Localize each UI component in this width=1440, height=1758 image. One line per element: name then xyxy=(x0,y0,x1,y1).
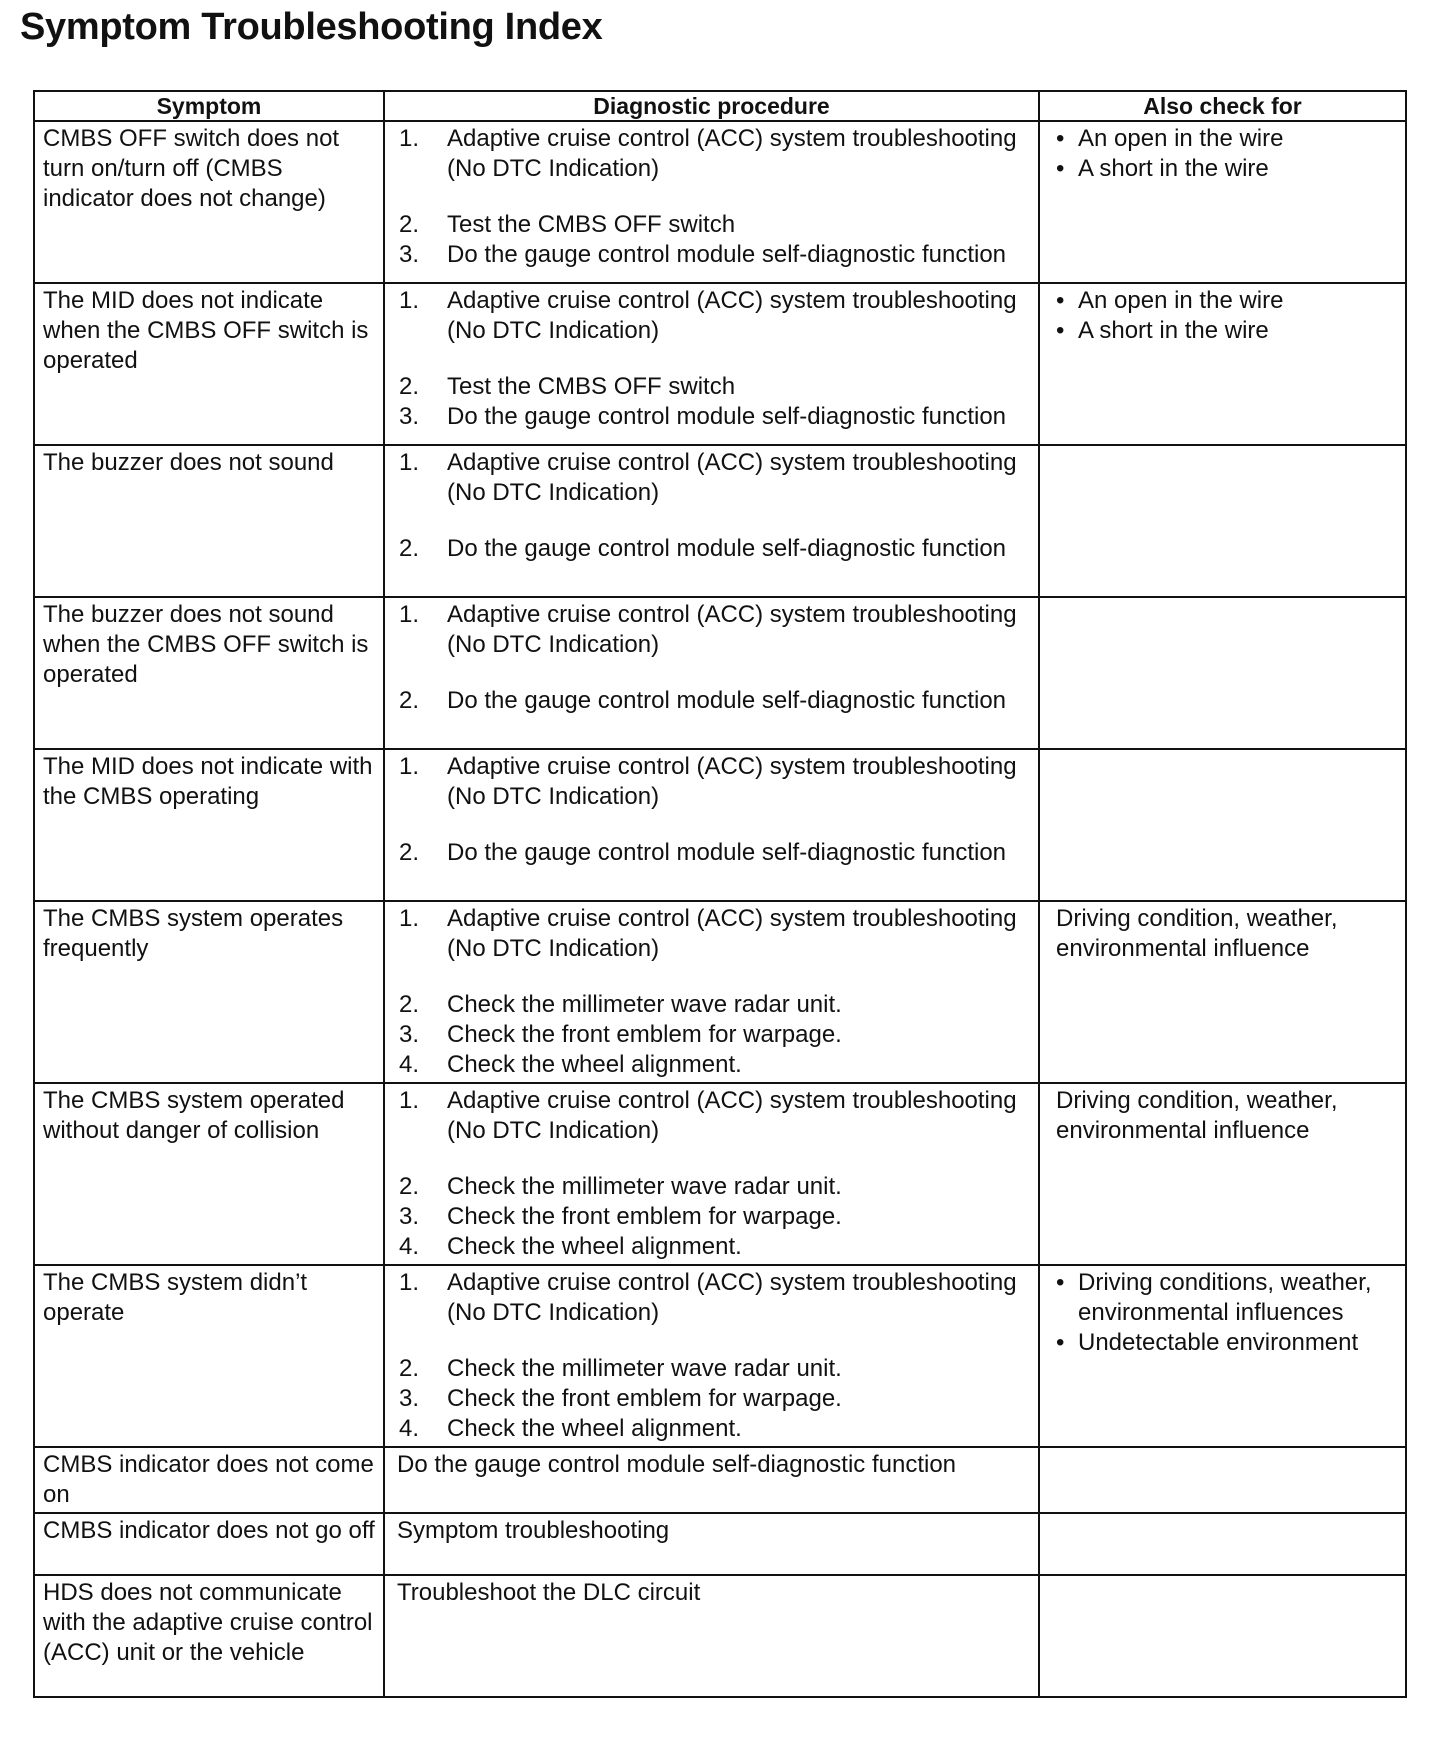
also-check-text: Driving condition, weather, environmental influence xyxy=(1056,1087,1338,1144)
table-row xyxy=(34,749,1406,901)
table-row xyxy=(34,283,1406,445)
table-row xyxy=(34,1447,1406,1513)
symptom-cell: The CMBS system operated without danger of collision xyxy=(34,1083,384,1265)
procedure-cell xyxy=(384,749,1039,901)
procedure-text: Symptom troubleshooting xyxy=(397,1517,670,1544)
step-text: Do the gauge control module self-diagnostic function xyxy=(447,839,1007,866)
check-item xyxy=(1048,154,1397,184)
step-text: Check the wheel alignment. xyxy=(447,1415,742,1442)
symptom-cell: The buzzer does not sound when the CMBS OFF switch is operated xyxy=(34,597,384,749)
procedure-steps xyxy=(393,124,1030,270)
step-text: Do the gauge control module self-diagnostic function xyxy=(447,241,1007,268)
step-text: Check the front emblem for warpage. xyxy=(447,1021,842,1048)
also-check-cell xyxy=(1039,121,1406,283)
header-diagnostic-procedure: Diagnostic procedure xyxy=(384,91,1039,121)
procedure-step xyxy=(393,1202,1030,1232)
step-number: 3. xyxy=(399,403,420,430)
procedure-step xyxy=(393,286,1030,346)
check-text: Undetectable environment xyxy=(1078,1329,1359,1356)
procedure-step xyxy=(393,686,1030,716)
procedure-step xyxy=(393,1268,1030,1328)
step-number: 1. xyxy=(399,601,420,628)
step-number: 1. xyxy=(399,1269,420,1296)
table-row xyxy=(34,597,1406,749)
table-row xyxy=(34,1513,1406,1575)
symptom-cell: The MID does not indicate when the CMBS OFF switch is operated xyxy=(34,283,384,445)
procedure-step xyxy=(393,752,1030,812)
check-item xyxy=(1048,316,1397,346)
procedure-cell xyxy=(384,901,1039,1083)
also-check-cell xyxy=(1039,445,1406,597)
step-number: 4. xyxy=(399,1051,420,1078)
symptom-cell: The MID does not indicate with the CMBS operating xyxy=(34,749,384,901)
bullet-icon: • xyxy=(1056,1329,1065,1356)
step-text: Adaptive cruise control (ACC) system troubleshooting (No DTC Indication) xyxy=(447,449,1017,506)
procedure-step xyxy=(393,402,1030,432)
step-number: 1. xyxy=(399,1087,420,1114)
step-number: 1. xyxy=(399,753,420,780)
procedure-cell xyxy=(384,283,1039,445)
step-text: Adaptive cruise control (ACC) system troubleshooting (No DTC Indication) xyxy=(447,1087,1017,1144)
also-check-cell xyxy=(1039,1083,1406,1265)
procedure-step xyxy=(393,1050,1030,1080)
also-check-cell xyxy=(1039,1265,1406,1447)
symptom-cell: HDS does not communicate with the adaptive cruise control (ACC) unit or the vehicle xyxy=(34,1575,384,1697)
table-row xyxy=(34,445,1406,597)
step-number: 2. xyxy=(399,1355,420,1382)
step-number: 1. xyxy=(399,287,420,314)
symptom-index-table xyxy=(33,90,1407,1698)
step-number: 2. xyxy=(399,839,420,866)
step-text: Check the front emblem for warpage. xyxy=(447,1203,842,1230)
bullet-icon: • xyxy=(1056,155,1065,182)
check-list xyxy=(1048,1268,1397,1358)
step-text: Adaptive cruise control (ACC) system troubleshooting (No DTC Indication) xyxy=(447,1269,1017,1326)
step-text: Check the wheel alignment. xyxy=(447,1233,742,1260)
check-list xyxy=(1048,124,1397,184)
step-text: Test the CMBS OFF switch xyxy=(447,373,736,400)
procedure-steps xyxy=(393,286,1030,432)
procedure-step xyxy=(393,448,1030,508)
also-check-cell xyxy=(1039,749,1406,901)
procedure-cell xyxy=(384,597,1039,749)
procedure-text: Do the gauge control module self-diagnostic function xyxy=(397,1451,957,1478)
also-check-cell xyxy=(1039,597,1406,749)
header-symptom: Symptom xyxy=(34,91,384,121)
step-text: Adaptive cruise control (ACC) system troubleshooting (No DTC Indication) xyxy=(447,287,1017,344)
procedure-step xyxy=(393,534,1030,564)
procedure-step xyxy=(393,1354,1030,1384)
check-item xyxy=(1048,1328,1397,1358)
table-row xyxy=(34,1575,1406,1697)
step-text: Adaptive cruise control (ACC) system troubleshooting (No DTC Indication) xyxy=(447,601,1017,658)
procedure-step xyxy=(393,1020,1030,1050)
check-text: An open in the wire xyxy=(1078,125,1284,152)
also-check-cell xyxy=(1039,283,1406,445)
step-number: 2. xyxy=(399,991,420,1018)
check-list xyxy=(1048,286,1397,346)
procedure-step xyxy=(393,210,1030,240)
also-check-cell xyxy=(1039,1447,1406,1513)
procedure-step xyxy=(393,1086,1030,1146)
procedure-step xyxy=(393,372,1030,402)
procedure-step xyxy=(393,600,1030,660)
step-text: Check the wheel alignment. xyxy=(447,1051,742,1078)
procedure-step xyxy=(393,1172,1030,1202)
table-header-row xyxy=(34,91,1406,121)
procedure-steps xyxy=(393,904,1030,1080)
step-number: 3. xyxy=(399,1203,420,1230)
step-text: Check the front emblem for warpage. xyxy=(447,1385,842,1412)
table-row xyxy=(34,1265,1406,1447)
procedure-steps xyxy=(393,448,1030,564)
check-text: An open in the wire xyxy=(1078,287,1284,314)
symptom-cell: The CMBS system operates frequently xyxy=(34,901,384,1083)
step-number: 3. xyxy=(399,1385,420,1412)
procedure-step xyxy=(393,838,1030,868)
step-number: 1. xyxy=(399,905,420,932)
bullet-icon: • xyxy=(1056,1269,1065,1296)
procedure-cell xyxy=(384,445,1039,597)
table-row xyxy=(34,121,1406,283)
procedure-steps xyxy=(393,1086,1030,1262)
symptom-cell: The buzzer does not sound xyxy=(34,445,384,597)
step-text: Do the gauge control module self-diagnostic function xyxy=(447,403,1007,430)
procedure-cell xyxy=(384,1447,1039,1513)
bullet-icon: • xyxy=(1056,317,1065,344)
procedure-cell xyxy=(384,1575,1039,1697)
procedure-text: Troubleshoot the DLC circuit xyxy=(397,1579,701,1606)
symptom-cell: CMBS indicator does not come on xyxy=(34,1447,384,1513)
bullet-icon: • xyxy=(1056,287,1065,314)
step-number: 2. xyxy=(399,1173,420,1200)
step-text: Check the millimeter wave radar unit. xyxy=(447,991,842,1018)
check-item xyxy=(1048,1268,1397,1328)
step-number: 2. xyxy=(399,211,420,238)
step-number: 4. xyxy=(399,1415,420,1442)
header-also-check-for: Also check for xyxy=(1039,91,1406,121)
procedure-cell xyxy=(384,1265,1039,1447)
step-text: Test the CMBS OFF switch xyxy=(447,211,736,238)
also-check-cell xyxy=(1039,901,1406,1083)
step-text: Do the gauge control module self-diagnostic function xyxy=(447,535,1007,562)
procedure-cell xyxy=(384,1083,1039,1265)
procedure-step xyxy=(393,1384,1030,1414)
step-number: 3. xyxy=(399,241,420,268)
procedure-step xyxy=(393,1232,1030,1262)
procedure-step xyxy=(393,990,1030,1020)
procedure-step xyxy=(393,904,1030,964)
symptom-cell: The CMBS system didn’t operate xyxy=(34,1265,384,1447)
symptom-cell: CMBS indicator does not go off xyxy=(34,1513,384,1575)
check-item xyxy=(1048,124,1397,154)
check-item xyxy=(1048,286,1397,316)
bullet-icon: • xyxy=(1056,125,1065,152)
step-number: 3. xyxy=(399,1021,420,1048)
step-text: Adaptive cruise control (ACC) system troubleshooting (No DTC Indication) xyxy=(447,753,1017,810)
table-row xyxy=(34,1083,1406,1265)
page-title: Symptom Troubleshooting Index xyxy=(20,6,603,48)
step-text: Adaptive cruise control (ACC) system troubleshooting (No DTC Indication) xyxy=(447,905,1017,962)
also-check-cell xyxy=(1039,1575,1406,1697)
step-number: 4. xyxy=(399,1233,420,1260)
procedure-step xyxy=(393,124,1030,184)
step-number: 2. xyxy=(399,373,420,400)
step-text: Check the millimeter wave radar unit. xyxy=(447,1173,842,1200)
step-number: 1. xyxy=(399,449,420,476)
check-text: A short in the wire xyxy=(1078,155,1269,182)
symptom-cell: CMBS OFF switch does not turn on/turn off (CMBS indicator does not change) xyxy=(34,121,384,283)
procedure-steps xyxy=(393,1268,1030,1444)
step-number: 2. xyxy=(399,535,420,562)
step-number: 1. xyxy=(399,125,420,152)
check-text: Driving conditions, weather, environmental influences xyxy=(1078,1269,1372,1326)
step-text: Check the millimeter wave radar unit. xyxy=(447,1355,842,1382)
check-text: A short in the wire xyxy=(1078,317,1269,344)
procedure-cell xyxy=(384,1513,1039,1575)
also-check-cell xyxy=(1039,1513,1406,1575)
procedure-step xyxy=(393,1414,1030,1444)
table-row xyxy=(34,901,1406,1083)
step-text: Do the gauge control module self-diagnostic function xyxy=(447,687,1007,714)
procedure-step xyxy=(393,240,1030,270)
step-number: 2. xyxy=(399,687,420,714)
procedure-steps xyxy=(393,752,1030,868)
step-text: Adaptive cruise control (ACC) system troubleshooting (No DTC Indication) xyxy=(447,125,1017,182)
also-check-text: Driving condition, weather, environmental influence xyxy=(1056,905,1338,962)
procedure-steps xyxy=(393,600,1030,716)
procedure-cell xyxy=(384,121,1039,283)
